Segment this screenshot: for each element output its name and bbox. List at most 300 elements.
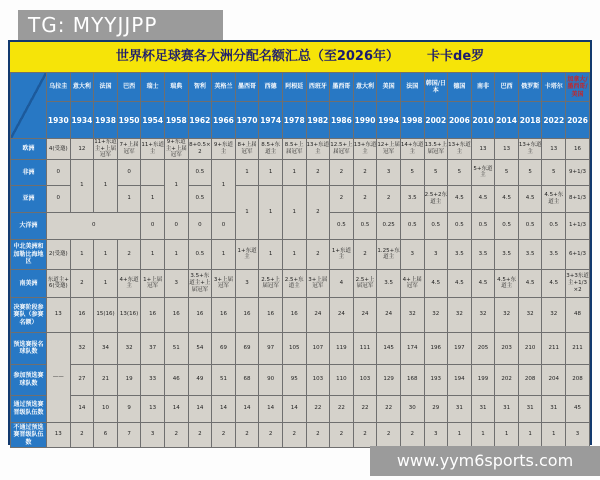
data-cell: 4.5 xyxy=(448,269,472,297)
data-cell: 19 xyxy=(117,364,141,395)
data-cell: 14 xyxy=(282,395,306,422)
data-cell: 3 xyxy=(235,269,259,297)
data-cell: 2 xyxy=(306,239,330,269)
data-cell: 4.5 xyxy=(518,185,542,212)
country-header: 美国 xyxy=(377,73,401,102)
data-cell: 205 xyxy=(471,332,495,364)
data-cell: 5 xyxy=(495,159,519,185)
data-cell: 8+1/3 xyxy=(566,185,590,212)
data-cell: 21 xyxy=(94,364,118,395)
table-row xyxy=(11,159,590,185)
data-cell: 13 xyxy=(47,297,71,332)
data-cell: 2 xyxy=(330,422,354,447)
year-header: 2002 xyxy=(424,102,448,139)
data-cell: 4.5 xyxy=(542,269,566,297)
data-cell: 5 xyxy=(518,159,542,185)
data-cell: 3 xyxy=(400,239,424,269)
data-cell xyxy=(141,159,165,185)
year-header: 1986 xyxy=(330,102,354,139)
data-cell: 1 xyxy=(141,239,165,269)
data-cell: 69 xyxy=(235,332,259,364)
country-header: 英格兰 xyxy=(212,73,236,102)
data-cell: 69 xyxy=(212,332,236,364)
data-cell: 0 xyxy=(164,212,188,239)
data-cell: 13+东道主 xyxy=(353,139,377,160)
data-cell: 3.5 xyxy=(400,185,424,212)
data-cell: 32 xyxy=(518,297,542,332)
table-row xyxy=(11,139,590,160)
data-cell: 0 xyxy=(47,159,71,185)
data-cell: 31 xyxy=(471,395,495,422)
data-cell: 4.5 xyxy=(471,269,495,297)
data-cell: 4 xyxy=(330,269,354,297)
country-header: 智利 xyxy=(188,73,212,102)
row-label: 亚洲 xyxy=(11,185,47,212)
data-cell: 9 xyxy=(117,395,141,422)
data-cell: 2 xyxy=(377,185,401,212)
data-cell: 13(16) xyxy=(117,297,141,332)
data-cell: 3 xyxy=(424,422,448,447)
data-cell: 1 xyxy=(259,185,283,239)
table-row xyxy=(11,239,590,269)
data-cell: 211 xyxy=(566,332,590,364)
data-cell: 2.5+2东道主 xyxy=(424,185,448,212)
country-header: 意大利 xyxy=(70,73,94,102)
data-cell: 111 xyxy=(353,332,377,364)
data-cell: 0.5 xyxy=(448,212,472,239)
country-header: 德国 xyxy=(448,73,472,102)
data-cell: 1 xyxy=(212,159,236,212)
data-cell: 7 xyxy=(117,422,141,447)
data-cell: 16 xyxy=(259,297,283,332)
country-header: 西德 xyxy=(259,73,283,102)
sheet-title: 世界杯足球赛各大洲分配名额汇总（至2026年） xyxy=(115,49,400,64)
country-header: 墨西哥 xyxy=(235,73,259,102)
data-cell: 12.5+上届冠军 xyxy=(330,139,354,160)
data-cell: 14 xyxy=(212,395,236,422)
data-cell: 14 xyxy=(70,395,94,422)
data-cell: 13 xyxy=(495,139,519,160)
data-cell: 14 xyxy=(235,395,259,422)
country-header: 墨西哥 xyxy=(330,73,354,102)
data-cell: 3 xyxy=(164,269,188,297)
data-cell: 32 xyxy=(400,297,424,332)
data-cell: 103 xyxy=(306,364,330,395)
data-cell: 1 xyxy=(448,422,472,447)
data-cell: 1 xyxy=(495,422,519,447)
year-header: 1974 xyxy=(259,102,283,139)
data-cell: 1+东道主 xyxy=(330,239,354,269)
year-header: 1934 xyxy=(70,102,94,139)
data-cell: 202 xyxy=(495,364,519,395)
data-cell: 4+东道主 xyxy=(117,269,141,297)
data-cell: 22 xyxy=(306,395,330,422)
data-cell: 13 xyxy=(141,395,165,422)
data-cell: 2(受邀) xyxy=(47,239,71,269)
data-cell: 12 xyxy=(70,139,94,160)
data-cell: 0 xyxy=(47,185,71,212)
data-cell: 0.5 xyxy=(471,212,495,239)
website-watermark-banner: www.yym6sports.com xyxy=(370,446,600,476)
data-cell: 2 xyxy=(117,239,141,269)
data-cell: 4.5 xyxy=(471,185,495,212)
data-cell: 27 xyxy=(70,364,94,395)
data-cell: 16 xyxy=(212,297,236,332)
data-cell: 14 xyxy=(188,395,212,422)
year-header: 1978 xyxy=(282,102,306,139)
data-cell: 1 xyxy=(141,185,165,212)
data-cell: 31 xyxy=(542,395,566,422)
data-cell: 1 xyxy=(70,159,94,212)
data-cell: 16 xyxy=(141,297,165,332)
data-cell: —— xyxy=(47,332,71,422)
quota-sheet xyxy=(8,40,592,445)
data-cell: 9+东道主+上届冠军 xyxy=(165,139,187,159)
data-cell: 10 xyxy=(94,395,118,422)
data-cell: 97 xyxy=(259,332,283,364)
data-cell: 3.5 xyxy=(495,239,519,269)
row-label: 欧洲 xyxy=(11,139,47,160)
data-cell: 1 xyxy=(471,422,495,447)
data-cell: 2 xyxy=(353,159,377,185)
data-cell: 2 xyxy=(282,422,306,447)
data-cell: 5 xyxy=(542,159,566,185)
data-cell: 29 xyxy=(424,395,448,422)
table-row xyxy=(11,269,590,297)
data-cell: 1 xyxy=(235,159,259,185)
year-header: 2010 xyxy=(471,102,495,139)
year-header: 2014 xyxy=(495,102,519,139)
data-cell: 16 xyxy=(235,297,259,332)
data-cell: 2 xyxy=(70,269,94,297)
data-cell: 3 xyxy=(141,422,165,447)
year-header: 1930 xyxy=(47,102,71,139)
country-header: 法国 xyxy=(94,73,118,102)
data-cell: 3.5 xyxy=(542,239,566,269)
data-cell: 3 xyxy=(566,422,590,447)
country-header: 加拿大/墨西哥/美国 xyxy=(566,73,590,102)
data-cell: 31 xyxy=(518,395,542,422)
data-cell: 8.5+东道主 xyxy=(259,139,283,160)
data-cell: 13+东道主 xyxy=(448,139,472,160)
data-cell: 0.5 xyxy=(542,212,566,239)
data-cell: 6 xyxy=(94,422,118,447)
data-cell: 5+东道主 xyxy=(471,159,495,185)
data-cell: 3.5 xyxy=(377,269,401,297)
data-cell: 0.25 xyxy=(377,212,401,239)
data-cell: 199 xyxy=(471,364,495,395)
data-cell: 0 xyxy=(212,212,236,239)
data-cell: 14 xyxy=(164,395,188,422)
data-cell: 24 xyxy=(330,297,354,332)
data-cell: 8+上届冠军 xyxy=(235,139,259,160)
year-header: 2018 xyxy=(518,102,542,139)
country-header: 巴西 xyxy=(495,73,519,102)
data-cell: 3 xyxy=(424,239,448,269)
data-cell: 193 xyxy=(424,364,448,395)
data-cell: 0.5 xyxy=(330,212,354,239)
data-cell: 24 xyxy=(306,297,330,332)
data-cell: 16 xyxy=(164,297,188,332)
data-cell: 3.5 xyxy=(471,239,495,269)
data-cell: 11+东道主+上届冠军 xyxy=(94,139,117,159)
data-cell: 0.5 xyxy=(353,212,377,239)
year-header: 1970 xyxy=(235,102,259,139)
data-cell: 1 xyxy=(282,185,306,239)
data-cell: 32 xyxy=(448,297,472,332)
data-cell: 0.5 xyxy=(495,212,519,239)
data-cell: 168 xyxy=(400,364,424,395)
country-header: 意大利 xyxy=(353,73,377,102)
year-header: 1982 xyxy=(306,102,330,139)
data-cell: 31 xyxy=(495,395,519,422)
data-cell: 208 xyxy=(518,364,542,395)
row-label: 南美洲 xyxy=(11,269,47,297)
data-cell: 24 xyxy=(377,297,401,332)
data-cell: 32 xyxy=(424,297,448,332)
data-cell: 95 xyxy=(282,364,306,395)
sheet-title-bar xyxy=(10,42,590,72)
data-cell: 48 xyxy=(566,297,590,332)
data-cell: 3+上届冠军 xyxy=(212,269,236,297)
data-cell: 1 xyxy=(164,159,188,212)
data-cell: 11+东道主 xyxy=(141,139,165,160)
data-cell: 22 xyxy=(353,395,377,422)
data-cell: 4.5+东道主 xyxy=(542,185,566,212)
data-cell: 129 xyxy=(377,364,401,395)
data-cell: 145 xyxy=(377,332,401,364)
data-cell: 196 xyxy=(424,332,448,364)
data-cell: 1 xyxy=(259,239,283,269)
data-cell: 13 xyxy=(471,139,495,160)
data-cell: 2 xyxy=(164,422,188,447)
year-header: 1950 xyxy=(117,102,141,139)
data-cell: 51 xyxy=(212,364,236,395)
data-cell: 203 xyxy=(495,332,519,364)
data-cell: 2.5+东道主 xyxy=(282,269,306,297)
table-row xyxy=(11,395,590,422)
data-cell: 3 xyxy=(377,159,401,185)
data-cell: 2 xyxy=(188,422,212,447)
data-cell: 4.5 xyxy=(518,269,542,297)
data-cell: 5 xyxy=(448,159,472,185)
data-cell: 32 xyxy=(117,332,141,364)
country-header: 瑞典 xyxy=(164,73,188,102)
data-cell: 5 xyxy=(400,159,424,185)
data-cell: 1 xyxy=(70,239,94,269)
data-cell: 3.5+东道主+上届冠军 xyxy=(188,269,212,297)
data-cell: 49 xyxy=(188,364,212,395)
row-label: 非洲 xyxy=(11,159,47,185)
table-row xyxy=(11,297,590,332)
data-cell: 197 xyxy=(448,332,472,364)
data-cell: 1 xyxy=(259,159,283,185)
data-cell: 68 xyxy=(235,364,259,395)
country-header: 法国 xyxy=(400,73,424,102)
data-cell: 46 xyxy=(164,364,188,395)
data-cell: 9+东道主 xyxy=(212,139,236,160)
data-cell: 194 xyxy=(448,364,472,395)
data-cell: 3+上届冠军 xyxy=(306,269,330,297)
data-cell: 0.5 xyxy=(188,185,212,212)
data-cell: 54 xyxy=(188,332,212,364)
year-header: 1966 xyxy=(212,102,236,139)
data-cell: 32 xyxy=(471,297,495,332)
data-cell: 13.5+上届冠军 xyxy=(424,139,448,160)
data-cell: 12+上届冠军 xyxy=(377,139,401,160)
data-cell: 2 xyxy=(306,422,330,447)
data-cell: 31 xyxy=(448,395,472,422)
data-cell: 13 xyxy=(47,422,71,447)
data-cell: 4.5 xyxy=(424,269,448,297)
data-cell: 0.5 xyxy=(424,212,448,239)
data-cell: 32 xyxy=(70,332,94,364)
data-cell: 2 xyxy=(330,159,354,185)
data-cell: 1 xyxy=(94,269,118,297)
data-cell: 16 xyxy=(70,297,94,332)
country-header: 俄罗斯 xyxy=(518,73,542,102)
corner-cell xyxy=(11,73,47,139)
tg-watermark-banner: TG: MYYJJPP xyxy=(18,10,223,40)
country-header: 瑞士 xyxy=(141,73,165,102)
data-cell: 90 xyxy=(259,364,283,395)
data-cell: 13+东道主 xyxy=(306,139,330,160)
sheet-title-suffix: 卡卡de罗 xyxy=(427,49,485,64)
data-cell: 1 xyxy=(94,159,118,212)
row-label: 不通过预选赛晋级队伍数 xyxy=(11,422,47,447)
data-cell: 2 xyxy=(306,159,330,185)
data-cell: 0 xyxy=(141,212,165,239)
data-cell: 208 xyxy=(566,364,590,395)
data-cell: 2 xyxy=(353,422,377,447)
data-cell: 2 xyxy=(377,422,401,447)
data-cell: 2 xyxy=(353,185,377,212)
data-cell: 2 xyxy=(330,185,354,212)
data-cell: 2 xyxy=(70,422,94,447)
data-cell: 1+1/3 xyxy=(566,212,590,239)
data-cell: 0.5 xyxy=(188,239,212,269)
data-cell: 1+上届冠军 xyxy=(141,269,165,297)
data-cell: 4(受邀) xyxy=(47,139,71,160)
data-cell: 105 xyxy=(282,332,306,364)
data-cell: 2 xyxy=(235,422,259,447)
country-header: 南非 xyxy=(471,73,495,102)
data-cell: 4.5 xyxy=(495,185,519,212)
data-cell: 1 xyxy=(94,239,118,269)
data-cell: 9+1/3 xyxy=(566,159,590,185)
data-cell: 1 xyxy=(164,239,188,269)
row-label: 决赛阶段参赛队（参赛名额） xyxy=(11,297,47,332)
data-cell: 4.5+东道主 xyxy=(495,269,519,297)
data-cell: 16 xyxy=(566,139,590,160)
data-cell: 211 xyxy=(542,332,566,364)
year-header: 1958 xyxy=(164,102,188,139)
data-cell: 3.5 xyxy=(448,239,472,269)
data-cell: 30 xyxy=(400,395,424,422)
data-cell: 107 xyxy=(306,332,330,364)
data-cell: 14 xyxy=(259,395,283,422)
country-header: 卡塔尔 xyxy=(542,73,566,102)
data-cell: 1+东道主 xyxy=(235,239,259,269)
data-cell: 1.25+东道主 xyxy=(377,239,401,269)
data-cell: 34 xyxy=(94,332,118,364)
data-cell: 0 xyxy=(47,212,141,239)
data-cell: 0.5 xyxy=(518,212,542,239)
data-cell: 1 xyxy=(235,185,259,239)
year-header: 2022 xyxy=(542,102,566,139)
year-header: 1998 xyxy=(400,102,424,139)
country-header: 西班牙 xyxy=(306,73,330,102)
data-cell: 33 xyxy=(141,364,165,395)
data-cell: 24 xyxy=(353,297,377,332)
data-cell: 37 xyxy=(141,332,165,364)
row-label: 大洋洲 xyxy=(11,212,47,239)
data-cell: 15(16) xyxy=(94,297,118,332)
row-label: 中北美洲和加勒比海地区 xyxy=(11,239,47,269)
data-cell: 103 xyxy=(353,364,377,395)
data-cell: 110 xyxy=(330,364,354,395)
data-cell: 8.5+上届冠军 xyxy=(282,139,306,160)
data-cell: 0 xyxy=(117,159,141,185)
quota-table xyxy=(10,72,590,448)
data-cell: 0.5 xyxy=(188,159,212,185)
year-header: 1994 xyxy=(377,102,401,139)
year-header: 1990 xyxy=(353,102,377,139)
data-cell: 2 xyxy=(306,185,330,239)
data-cell: 2 xyxy=(353,239,377,269)
data-cell: 14+东道主 xyxy=(400,139,424,160)
year-header: 2026 xyxy=(566,102,590,139)
data-cell: 32 xyxy=(495,297,519,332)
country-header: 韩国/日本 xyxy=(424,73,448,102)
data-cell: 22 xyxy=(377,395,401,422)
data-cell: 204 xyxy=(542,364,566,395)
data-cell: 22 xyxy=(330,395,354,422)
year-header: 1938 xyxy=(94,102,118,139)
data-cell: 51 xyxy=(164,332,188,364)
data-cell: 2.5+上届冠军 xyxy=(259,269,283,297)
data-cell: 0 xyxy=(188,212,212,239)
data-cell: 3+3东道主+1/3×2 xyxy=(566,269,590,297)
table-row xyxy=(11,422,590,447)
data-cell: 16 xyxy=(282,297,306,332)
data-cell: 2 xyxy=(259,422,283,447)
data-cell: 1 xyxy=(282,159,306,185)
data-cell: 1 xyxy=(117,185,141,212)
country-header: 巴西 xyxy=(117,73,141,102)
data-cell: 210 xyxy=(518,332,542,364)
data-cell: 32 xyxy=(542,297,566,332)
data-cell: 3.5 xyxy=(518,239,542,269)
data-cell: 6+1/3 xyxy=(566,239,590,269)
data-cell: 8+0.5×2 xyxy=(188,139,212,160)
data-cell: 16 xyxy=(188,297,212,332)
data-cell: 0.5 xyxy=(400,212,424,239)
data-cell: 2 xyxy=(212,422,236,447)
data-cell: 2 xyxy=(400,422,424,447)
country-header: 乌拉圭 xyxy=(47,73,71,102)
data-cell: 5 xyxy=(424,159,448,185)
year-header: 1954 xyxy=(141,102,165,139)
row-label: 预选赛报名球队数 xyxy=(11,332,47,364)
data-cell: 13+东道主 xyxy=(518,139,542,160)
year-header: 1962 xyxy=(188,102,212,139)
data-cell: 2.5+上届冠军 xyxy=(353,269,377,297)
data-cell: 4.5 xyxy=(448,185,472,212)
table-row xyxy=(11,332,590,364)
data-cell: 13 xyxy=(542,139,566,160)
country-header: 阿根廷 xyxy=(282,73,306,102)
